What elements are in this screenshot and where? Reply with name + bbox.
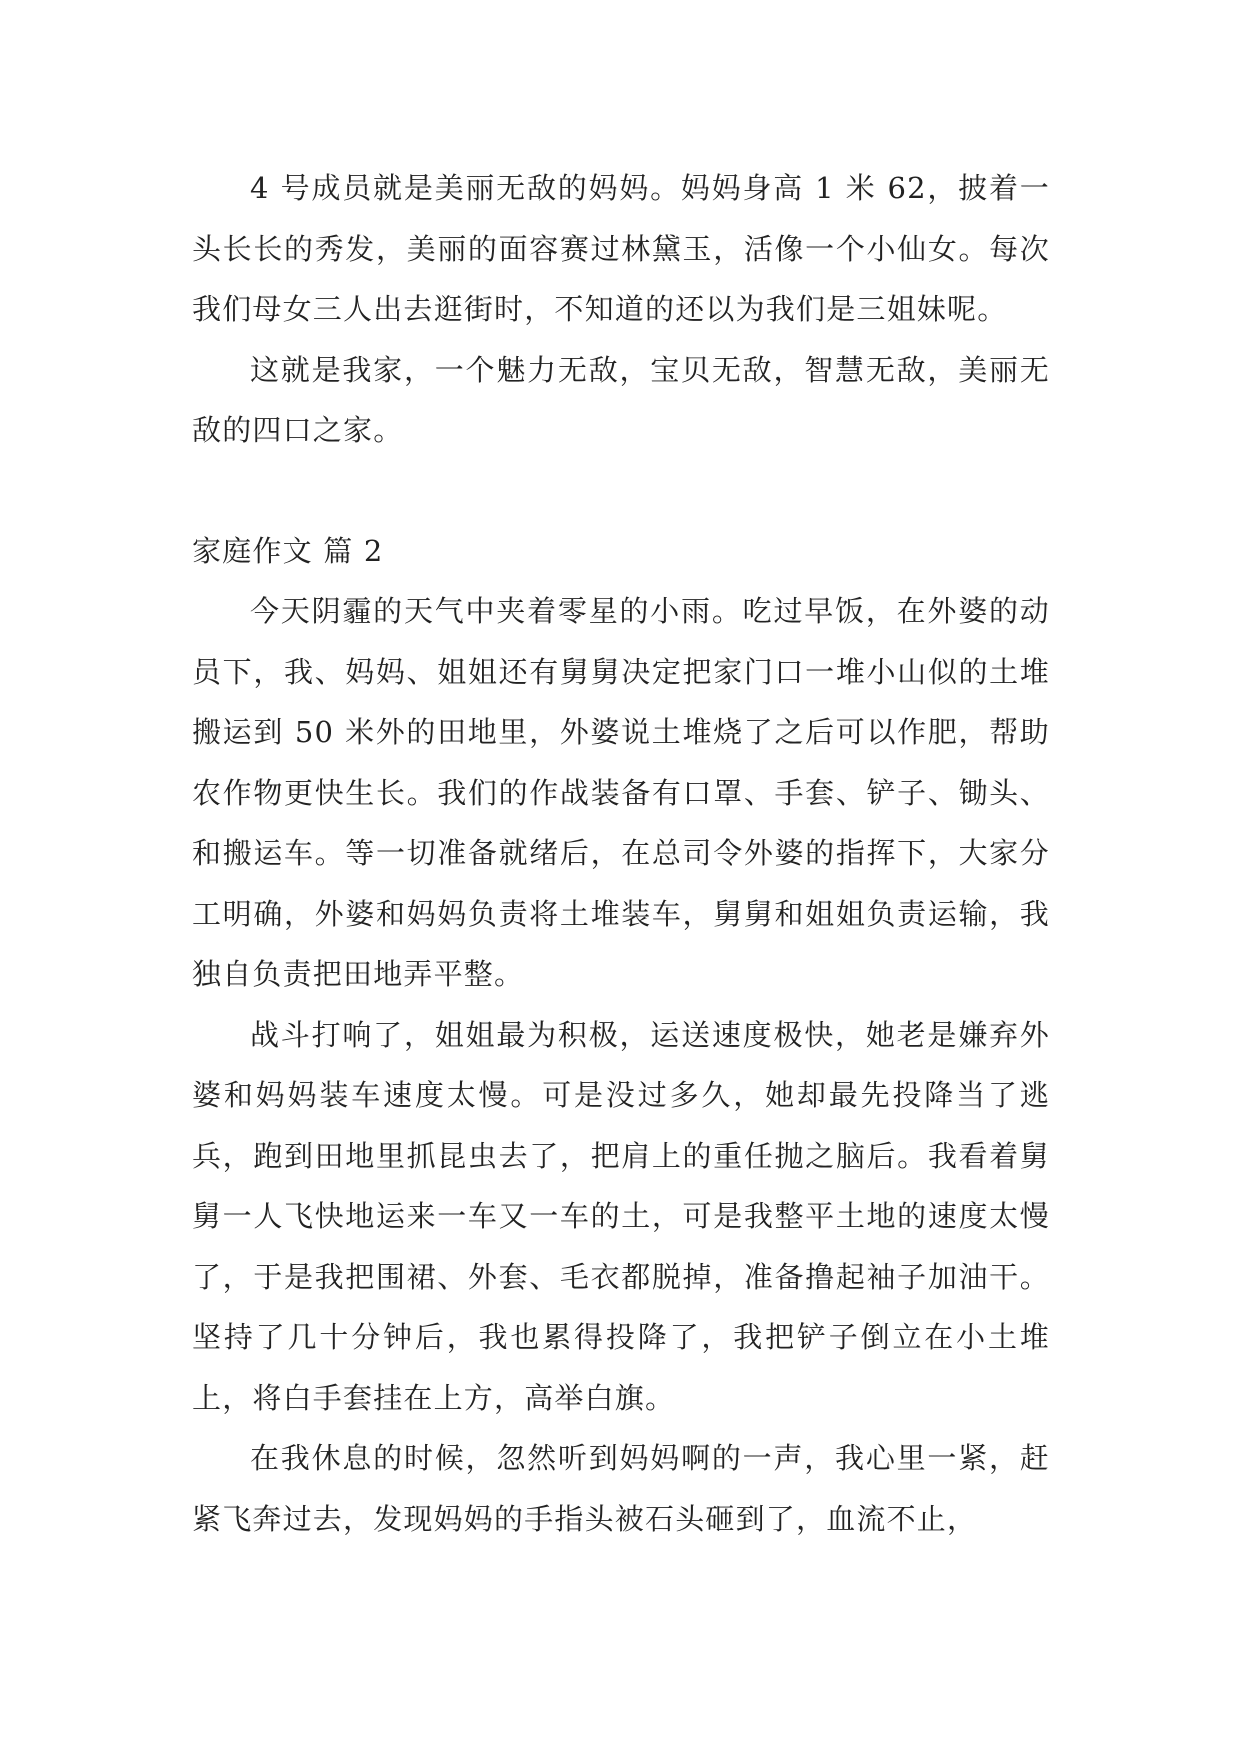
section-spacer <box>192 461 1050 521</box>
paragraph-mom: 4 号成员就是美丽无敌的妈妈。妈妈身高 1 米 62，披着一头长长的秀发，美丽的面容赛过林黛玉，活像一个小仙女。每次我们母女三人出去逛街时，不知道的还以为我们是三姐妹呢。 <box>192 171 1050 326</box>
paragraph-rainy-day: 今天阴霾的天气中夹着零星的小雨。吃过早饭，在外婆的动员下，我、妈妈、姐姐还有舅舅决定把家门口一堆小山似的土堆搬运到 50 米外的田地里，外婆说土堆烧了之后可以作肥，帮助农作物更快生长。我们的作战装备有口罩、手套、铲子、锄头、和搬运车。等一切准备就绪后，在总司令外婆的指挥下，大家分工明确，外婆和妈妈负责将土堆装车，舅舅和姐姐负责运输，我独自负责把田地弄平整。 <box>192 594 1050 991</box>
section-heading: 家庭作文 篇 2 <box>192 533 384 568</box>
paragraph-battle: 战斗打响了，姐姐最为积极，运送速度极快，她老是嫌弃外婆和妈妈装车速度太慢。可是没过多久，她却最先投降当了逃兵，跑到田地里抓昆虫去了，把肩上的重任抛之脑后。我看着舅舅一人飞快地运来一车又一车的土，可是我整平土地的速度太慢了，于是我把围裙、外套、毛衣都脱掉，准备撸起袖子加油干。坚持了几十分钟后，我也累得投降了，我把铲子倒立在小土堆上，将白手套挂在上方，高举白旗。 <box>192 1017 1050 1415</box>
paragraph-mom-injury: 在我休息的时候，忽然听到妈妈啊的一声，我心里一紧，赶紧飞奔过去，发现妈妈的手指头被石头砸到了，血流不止， <box>192 1441 1050 1536</box>
document-body <box>192 158 1050 1549</box>
paragraph-family-summary: 这就是我家，一个魅力无敌，宝贝无敌，智慧无敌，美丽无敌的四口之家。 <box>192 352 1050 447</box>
